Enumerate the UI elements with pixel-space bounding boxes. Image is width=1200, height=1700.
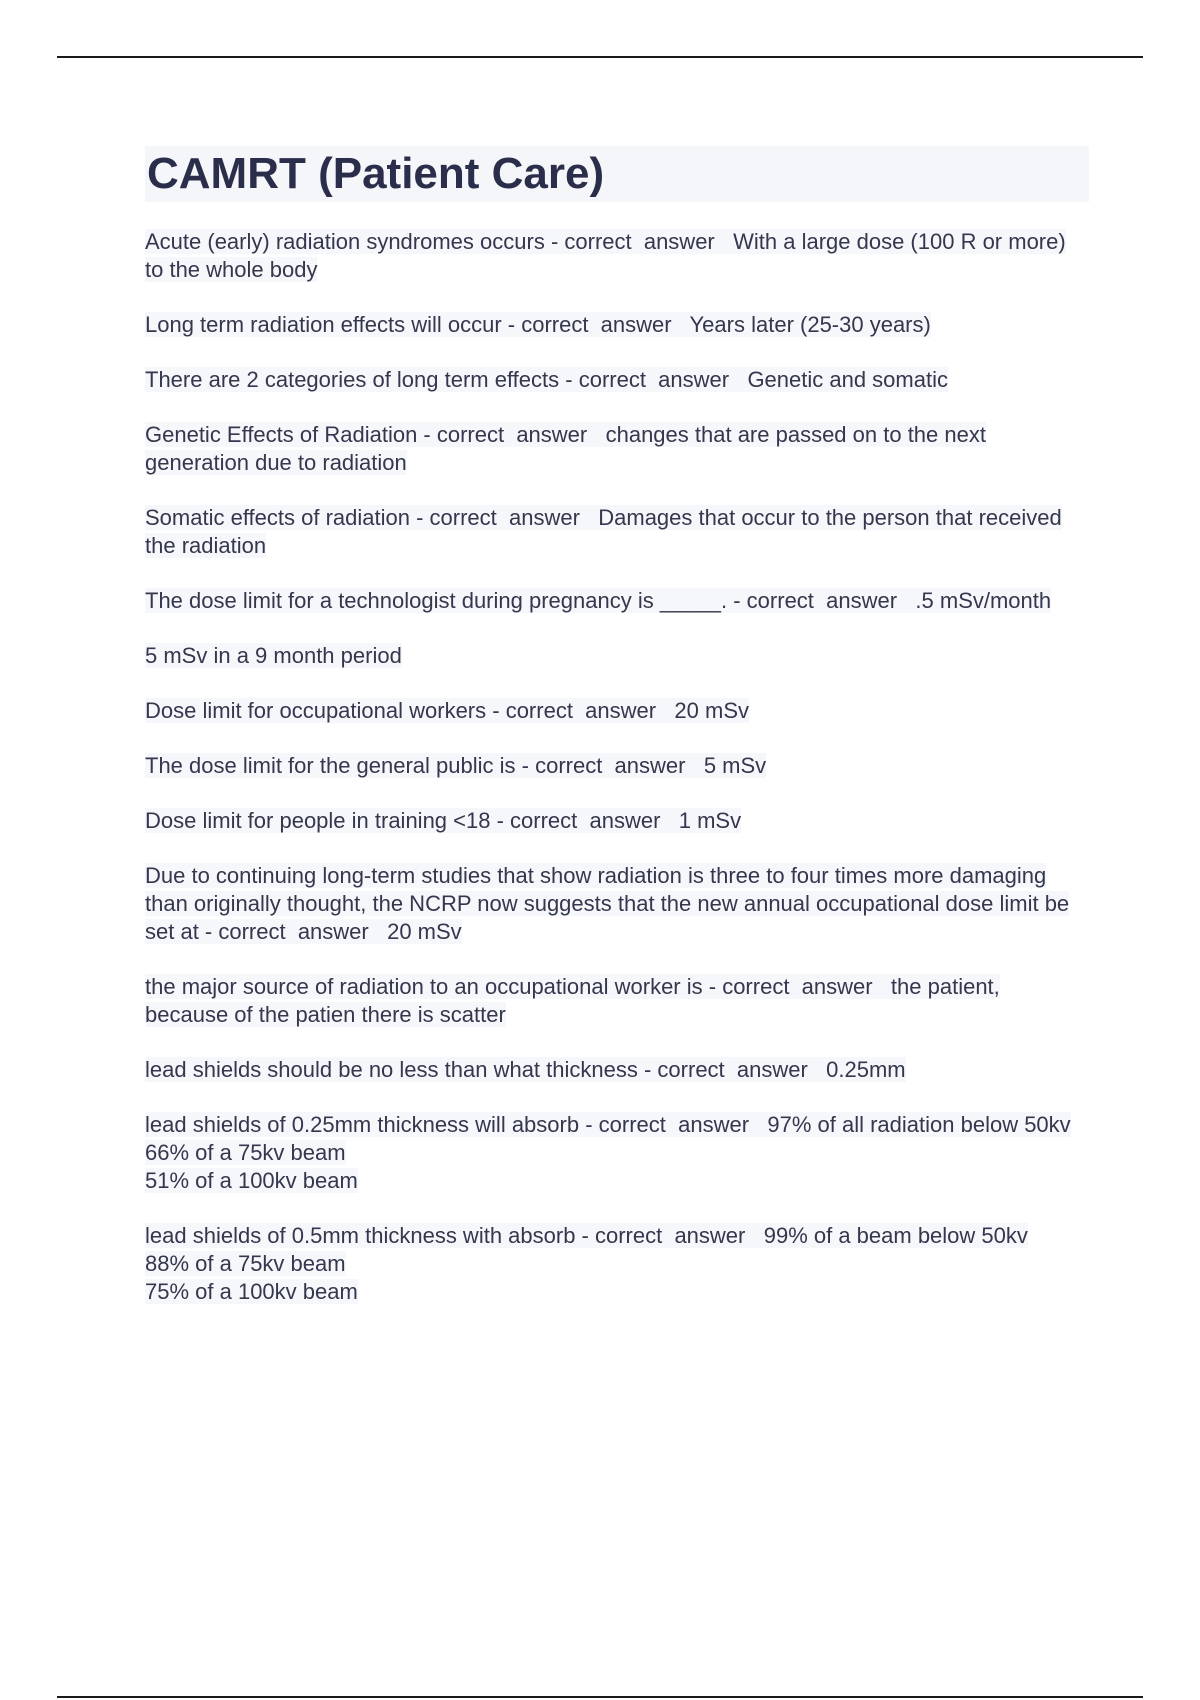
question-text: Due to continuing long-term studies that show radiation is three to four times more damaging than originally thought, the NCRP now suggests that the new annual occupational dose limit be set at bbox=[145, 863, 1070, 944]
answer-separator: - correct answer bbox=[198, 919, 388, 944]
qa-item bbox=[145, 421, 1089, 477]
answer-text: 5 mSv in a 9 month period bbox=[145, 643, 402, 668]
qa-item bbox=[145, 752, 1089, 780]
answer-text: 97% of all radiation below 50kv bbox=[767, 1112, 1071, 1137]
answer-text: 0.25mm bbox=[826, 1057, 906, 1082]
question-text: the major source of radiation to an occupational worker is bbox=[145, 974, 703, 999]
qa-item bbox=[145, 1056, 1089, 1084]
answer-text: 5 mSv bbox=[703, 753, 767, 778]
answer-text: 20 mSv bbox=[674, 698, 750, 723]
answer-extra-line: 75% of a 100kv beam bbox=[145, 1279, 358, 1304]
question-text: The dose limit for a technologist during pregnancy is _____. bbox=[145, 588, 728, 613]
answer-separator: - correct answer bbox=[544, 229, 734, 254]
qa-item bbox=[145, 1111, 1089, 1195]
answer-text: .5 mSv/month bbox=[915, 588, 1052, 613]
qa-item bbox=[145, 862, 1089, 946]
question-text: lead shields of 0.25mm thickness will absorb bbox=[145, 1112, 580, 1137]
answer-text: 20 mSv bbox=[387, 919, 462, 944]
question-text: Genetic Effects of Radiation bbox=[145, 422, 418, 447]
qa-item bbox=[145, 807, 1089, 835]
question-text: Somatic effects of radiation bbox=[145, 505, 410, 530]
question-text: Dose limit for occupational workers bbox=[145, 698, 487, 723]
qa-item bbox=[145, 366, 1089, 394]
question-text: Dose limit for people in training <18 bbox=[145, 808, 491, 833]
qa-item bbox=[145, 1222, 1089, 1306]
footer-rule bbox=[57, 1696, 1143, 1698]
answer-separator: - correct answer bbox=[486, 698, 675, 723]
qa-item bbox=[145, 587, 1089, 615]
header-rule bbox=[57, 56, 1143, 58]
answer-text: With a large dose (100 R or more) to the whole body bbox=[145, 229, 1066, 282]
answer-separator: - correct answer bbox=[637, 1057, 827, 1082]
answer-text: Damages that occur to the person that received the radiation bbox=[145, 505, 1062, 558]
answer-separator: - correct answer bbox=[490, 808, 679, 833]
question-text: Long term radiation effects will occur bbox=[145, 312, 502, 337]
answer-continuation bbox=[145, 642, 1089, 670]
answer-separator: - correct answer bbox=[575, 1223, 764, 1248]
answer-text: 1 mSv bbox=[678, 808, 742, 833]
answer-extra-line: 51% of a 100kv beam bbox=[145, 1168, 358, 1193]
question-text: The dose limit for the general public is bbox=[145, 753, 516, 778]
answer-extra-line: 66% of a 75kv beam bbox=[145, 1140, 346, 1165]
document-body bbox=[145, 146, 1089, 1333]
answer-extra-line: 88% of a 75kv beam bbox=[145, 1251, 346, 1276]
answer-separator: - correct answer bbox=[559, 367, 748, 392]
answer-separator: - correct answer bbox=[409, 505, 599, 530]
answer-separator: - correct answer bbox=[501, 312, 690, 337]
question-text: Acute (early) radiation syndromes occurs bbox=[145, 229, 545, 254]
document-title: CAMRT (Patient Care) bbox=[145, 146, 1089, 202]
answer-separator: - correct answer bbox=[579, 1112, 768, 1137]
answer-text: the patient, because of the patien there is scatter bbox=[145, 974, 1000, 1027]
qa-item bbox=[145, 504, 1089, 560]
qa-item bbox=[145, 228, 1089, 284]
answer-text: changes that are passed on to the next generation due to radiation bbox=[145, 422, 986, 475]
question-text: There are 2 categories of long term effects bbox=[145, 367, 560, 392]
question-text: lead shields should be no less than what thickness bbox=[145, 1057, 638, 1082]
answer-text: Years later (25-30 years) bbox=[689, 312, 931, 337]
answer-text: 99% of a beam below 50kv bbox=[763, 1223, 1028, 1248]
answer-separator: - correct answer bbox=[702, 974, 891, 999]
qa-item bbox=[145, 697, 1089, 725]
answer-text: Genetic and somatic bbox=[747, 367, 948, 392]
question-text: lead shields of 0.5mm thickness with absorb bbox=[145, 1223, 576, 1248]
answer-separator: - correct answer bbox=[727, 588, 916, 613]
qa-item bbox=[145, 973, 1089, 1029]
answer-separator: - correct answer bbox=[515, 753, 704, 778]
answer-separator: - correct answer bbox=[417, 422, 606, 447]
qa-item bbox=[145, 311, 1089, 339]
